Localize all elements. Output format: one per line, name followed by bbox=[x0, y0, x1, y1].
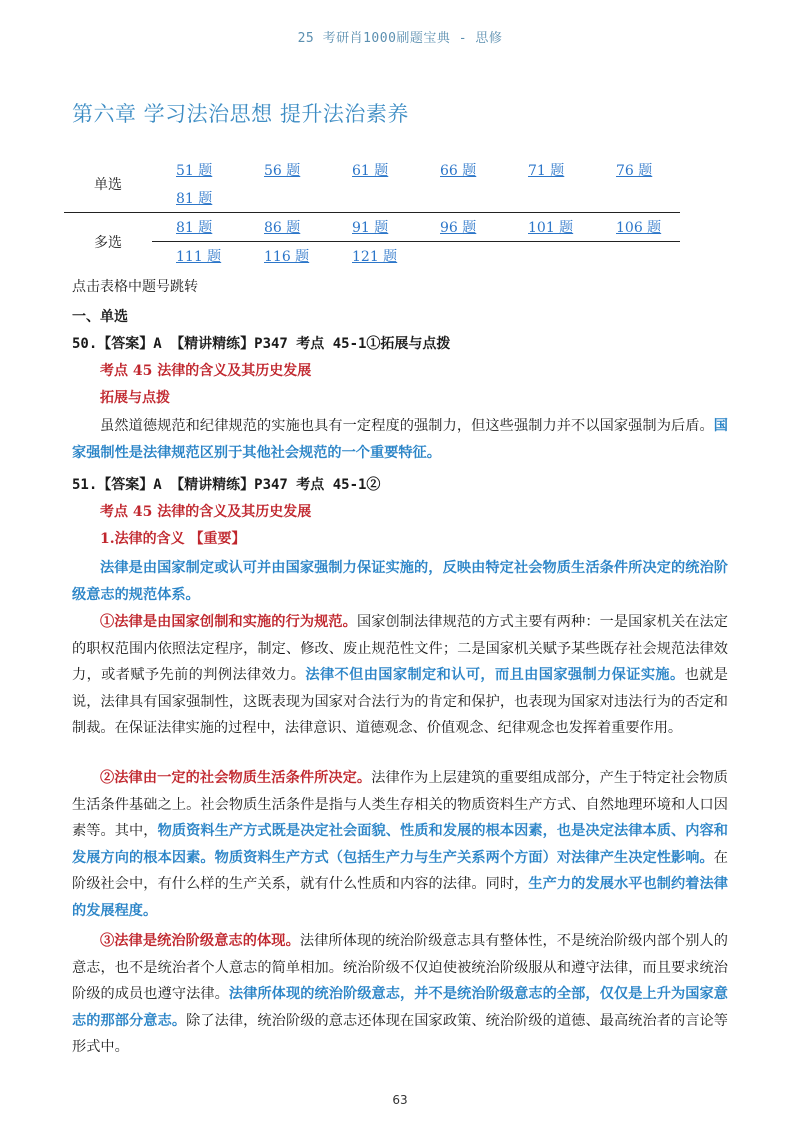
question-link[interactable]: 51 题 bbox=[176, 163, 213, 179]
body-text: 国家创制法律规范的方式主要有两种：一是国家机关在法定的职权范围内依照法定程序，制定、修改、废止规范性文件；二是国家机关赋予某些既存社会规范法律效力，或者赋予先前的判例法律效力。 bbox=[72, 614, 728, 683]
multi-choice-cells bbox=[152, 213, 680, 270]
table-row bbox=[152, 156, 680, 184]
single-choice-row bbox=[64, 156, 680, 212]
explanation-paragraph bbox=[72, 413, 728, 466]
question-link[interactable]: 71 题 bbox=[528, 163, 565, 179]
question-index-table bbox=[64, 156, 680, 270]
page-number: 63 bbox=[392, 1093, 408, 1107]
chapter-title: 第六章 学习法治思想 提升法治素养 bbox=[72, 102, 409, 126]
topic-heading: 考点 45 法律的含义及其历史发展 bbox=[100, 504, 312, 520]
point-heading: ②法律由一定的社会物质生活条件所决定。 bbox=[100, 770, 372, 786]
question-link[interactable]: 76 题 bbox=[616, 163, 653, 179]
section-heading: 一、单选 bbox=[72, 309, 128, 325]
answer-line-51: 51.【答案】A 【精讲精练】P347 考点 45-1② bbox=[72, 477, 381, 493]
table-row bbox=[152, 241, 680, 270]
jump-hint: 点击表格中题号跳转 bbox=[72, 279, 198, 295]
body-text: 也就是说，法律具有国家强制性，这既表现为国家对合法行为的肯定和保护，也表现为国家对违法行为的否定和制裁。在保证法律实施的过程中，法律意识、道德观念、价值观念、纪律观念也发挥着重要作用。 bbox=[72, 667, 728, 736]
definition-paragraph: 法律是由国家制定或认可并由国家强制力保证实施的，反映由特定社会物质生活条件所决定的统治阶级意志的规范体系。 bbox=[72, 560, 728, 603]
highlight-text: 物质资料生产方式既是决定社会面貌、性质和发展的根本因素，也是决定法律本质、内容和发展方向的根本因素。物质资料生产方式（包括生产力与生产关系两个方面）对法律产生决定性影响。 bbox=[72, 823, 728, 866]
question-link[interactable]: 101 题 bbox=[528, 220, 574, 236]
question-link[interactable]: 116 题 bbox=[264, 249, 310, 265]
highlight-text: 生产力的发展水平也制约着法律的发展程度。 bbox=[72, 876, 728, 919]
point-heading: ①法律是由国家创制和实施的行为规范。 bbox=[100, 614, 357, 630]
question-link[interactable]: 66 题 bbox=[440, 163, 477, 179]
answer-line-50: 50.【答案】A 【精讲精练】P347 考点 45-1①拓展与点拨 bbox=[72, 336, 451, 352]
single-choice-label: 单选 bbox=[94, 177, 122, 193]
question-link[interactable]: 61 题 bbox=[352, 163, 389, 179]
question-link[interactable]: 111 题 bbox=[176, 249, 222, 265]
question-link[interactable]: 81 题 bbox=[176, 191, 213, 207]
question-link[interactable]: 121 题 bbox=[352, 249, 398, 265]
multi-choice-row bbox=[64, 213, 680, 270]
point-heading: ③法律是统治阶级意志的体现。 bbox=[100, 933, 300, 949]
multi-choice-label: 多选 bbox=[94, 234, 122, 251]
point-2-paragraph bbox=[72, 765, 728, 924]
subtopic-heading: 1.法律的含义 【重要】 bbox=[100, 531, 246, 547]
subtopic-heading: 拓展与点拨 bbox=[100, 390, 170, 406]
highlight-text: 法律所体现的统治阶级意志，并不是统治阶级意志的全部，仅仅是上升为国家意志的那部分意志。 bbox=[72, 986, 728, 1029]
body-text: 法律所体现的统治阶级意志具有整体性，不是统治阶级内部个别人的意志，也不是统治者个人意志的简单相加。统治阶级不仅迫使被统治阶级服从和遵守法律，而且要求统治阶级的成员也遵守法律。 bbox=[72, 933, 728, 1002]
highlight-text: 法律不但由国家制定和认可，而且由国家强制力保证实施。 bbox=[305, 667, 685, 683]
point-3-paragraph bbox=[72, 928, 728, 1061]
body-text: 法律作为上层建筑的重要组成部分，产生于特定社会物质生活条件基础之上。社会物质生活条件是指与人类生存相关的物质资料生产方式、自然地理环境和人口因素等。其中， bbox=[72, 770, 728, 839]
topic-heading: 考点 45 法律的含义及其历史发展 bbox=[100, 363, 312, 379]
body-text: 除了法律，统治阶级的意志还体现在国家政策、统治阶级的道德、最高统治者的言论等形式中。 bbox=[72, 1012, 728, 1055]
body-text: 在阶级社会中，有什么样的生产关系，就有什么性质和内容的法律。同时， bbox=[72, 849, 728, 892]
highlight-text: 国家强制性是法律规范区别于其他社会规范的一个重要特征。 bbox=[72, 418, 728, 461]
body-text: 虽然道德规范和纪律规范的实施也具有一定程度的强制力，但这些强制力并不以国家强制为后盾。 bbox=[100, 418, 714, 434]
question-link[interactable]: 96 题 bbox=[440, 220, 477, 236]
question-link[interactable]: 56 题 bbox=[264, 163, 301, 179]
question-link[interactable]: 91 题 bbox=[352, 220, 389, 236]
table-row bbox=[152, 213, 680, 241]
single-choice-cells bbox=[152, 156, 680, 212]
question-link[interactable]: 81 题 bbox=[176, 220, 213, 236]
table-row bbox=[152, 184, 680, 212]
point-1-paragraph bbox=[72, 609, 728, 742]
page-header: 25 考研肖1000刷题宝典 - 思修 bbox=[297, 31, 503, 46]
question-link[interactable]: 86 题 bbox=[264, 220, 301, 236]
question-link[interactable]: 106 题 bbox=[616, 220, 662, 236]
